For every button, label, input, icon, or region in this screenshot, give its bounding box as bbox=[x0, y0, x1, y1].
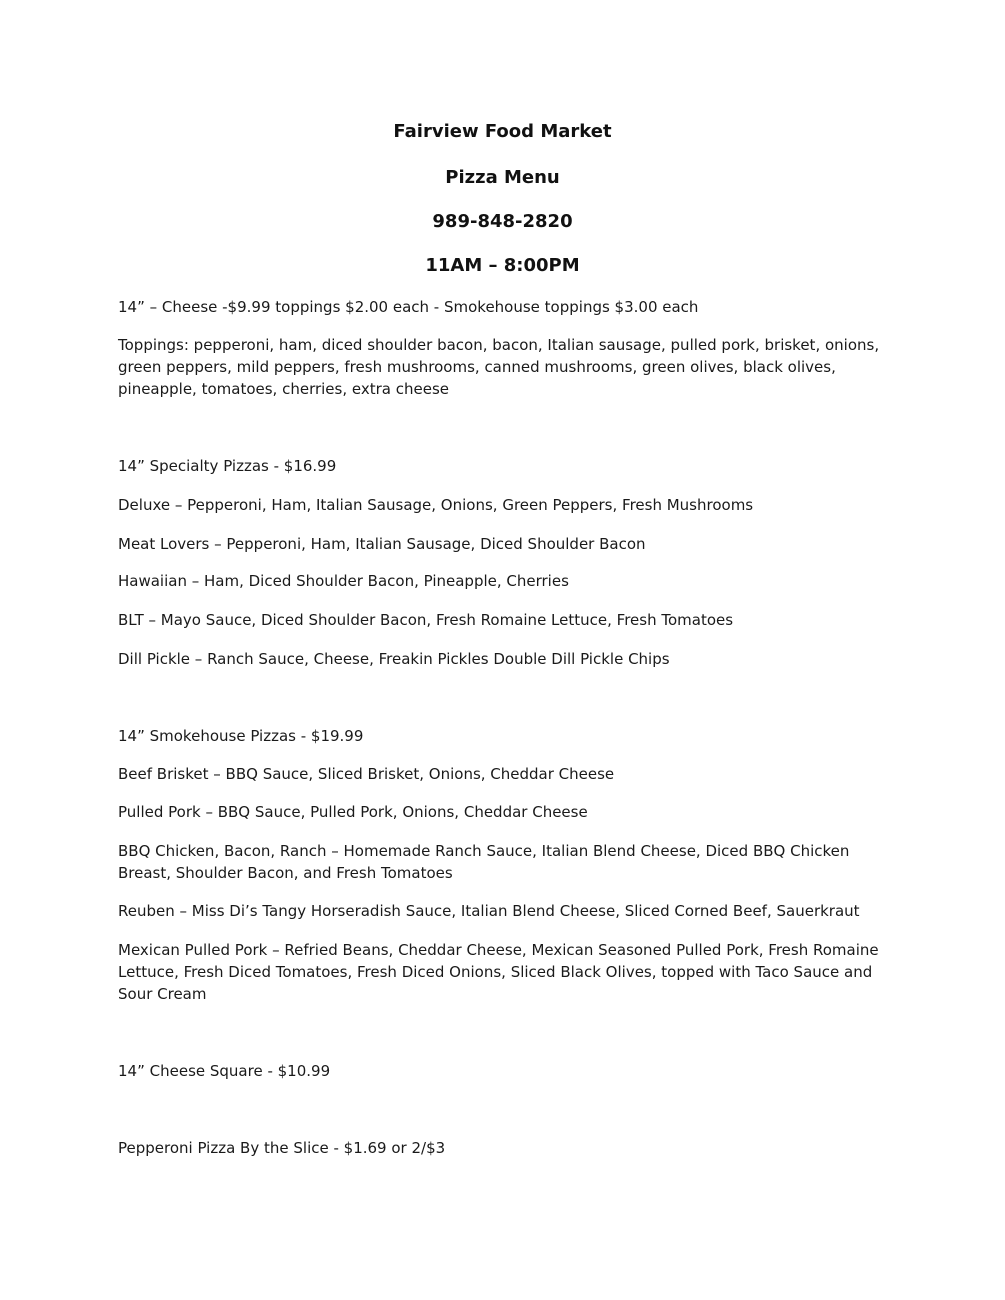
hours: 11AM – 8:00PM bbox=[425, 255, 580, 276]
specialty-item: Dill Pickle – Ranch Sauce, Cheese, Freakin Pickles Double Dill Pickle Chips bbox=[118, 650, 670, 668]
store-name: Fairview Food Market bbox=[393, 121, 612, 142]
specialty-item: BLT – Mayo Sauce, Diced Shoulder Bacon, Fresh Romaine Lettuce, Fresh Tomatoes bbox=[118, 611, 734, 629]
smokehouse-item: Mexican Pulled Pork – Refried Beans, Cheddar Cheese, Mexican Seasoned Pulled Pork, Fresh Romaine Lettuce, Fresh Diced Tomatoes, Fresh Diced Onions, Sliced Black Olives, topped with Taco Sauce and Sour Cream bbox=[118, 941, 879, 1003]
smokehouse-item: BBQ Chicken, Bacon, Ranch – Homemade Ranch Sauce, Italian Blend Cheese, Diced BBQ Chicken Breast, Shoulder Bacon, and Fresh Tomatoes bbox=[118, 842, 850, 882]
specialty-item: Meat Lovers – Pepperoni, Ham, Italian Sausage, Diced Shoulder Bacon bbox=[118, 535, 646, 553]
smokehouse-item: Reuben – Miss Di’s Tangy Horseradish Sauce, Italian Blend Cheese, Sliced Corned Beef, Sauerkraut bbox=[118, 902, 860, 920]
smokehouse-item: Pulled Pork – BBQ Sauce, Pulled Pork, Onions, Cheddar Cheese bbox=[118, 803, 588, 821]
specialty-heading: 14” Specialty Pizzas - $16.99 bbox=[118, 457, 337, 475]
specialty-item: Deluxe – Pepperoni, Ham, Italian Sausage, Onions, Green Peppers, Fresh Mushrooms bbox=[118, 496, 754, 514]
smokehouse-item: Beef Brisket – BBQ Sauce, Sliced Brisket, Onions, Cheddar Cheese bbox=[118, 765, 615, 783]
toppings-list: Toppings: pepperoni, ham, diced shoulder bacon, bacon, Italian sausage, pulled pork, brisket, onions, green peppers, mild peppers, fresh mushrooms, canned mushrooms, green olives, black olives, pineapple, tomatoes, cherries, extra cheese bbox=[118, 336, 880, 398]
phone-number: 989-848-2820 bbox=[432, 211, 573, 232]
specialty-item: Hawaiian – Ham, Diced Shoulder Bacon, Pineapple, Cherries bbox=[118, 572, 569, 590]
smokehouse-heading: 14” Smokehouse Pizzas - $19.99 bbox=[118, 727, 364, 745]
basic-pricing: 14” – Cheese -$9.99 toppings $2.00 each - Smokehouse toppings $3.00 each bbox=[118, 298, 699, 316]
menu-title: Pizza Menu bbox=[445, 167, 560, 188]
slice-pricing: Pepperoni Pizza By the Slice - $1.69 or 2/$3 bbox=[118, 1139, 446, 1157]
cheese-square: 14” Cheese Square - $10.99 bbox=[118, 1062, 331, 1080]
